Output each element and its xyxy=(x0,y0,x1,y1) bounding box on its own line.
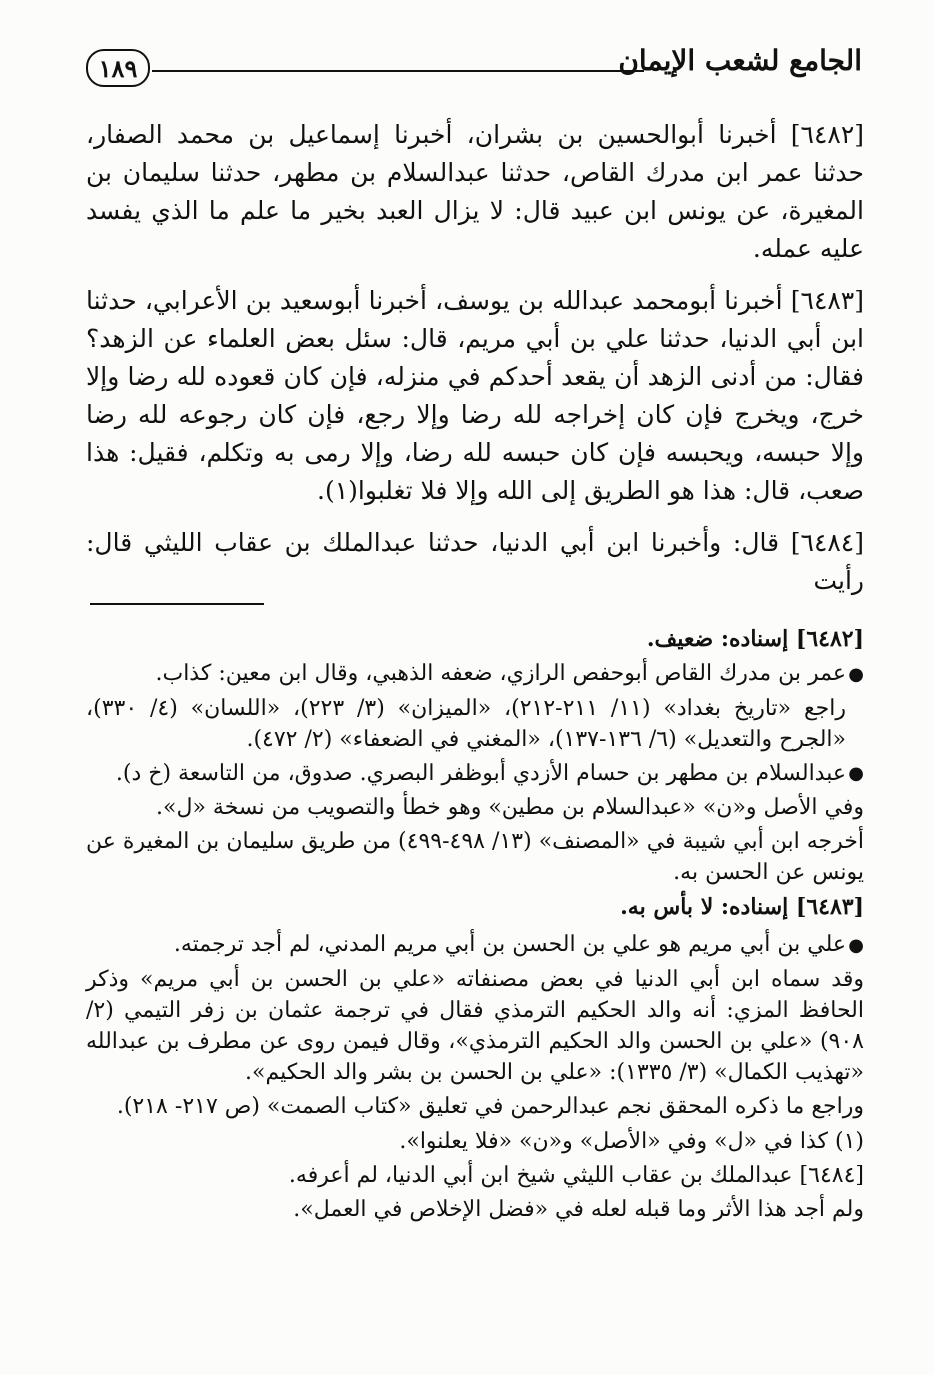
bullet-icon: ● xyxy=(848,934,864,956)
footnote-separator xyxy=(90,603,264,605)
footnote-6482-bullet-2-text: عبدالسلام بن مطهر بن حسام الأزدي أبوظفر البصري. صدوق، من التاسعة (خ د). xyxy=(115,760,846,786)
header-title: الجامع لشعب الإيمان xyxy=(618,44,862,77)
header-rule xyxy=(152,70,644,72)
paragraph-6483: [٦٤٨٣] أخبرنا أبومحمد عبدالله بن يوسف، أخبرنا أبوسعيد بن الأعرابي، حدثنا ابن أبي الدنيا، حدثنا علي بن أبي مريم، قال: سئل بعض العلماء عن الزهد؟ فقال: من أدنى الزهد أن يقعد أحدكم في منزله، فإن كان قعوده لله رضا وإلا خرج، ويخرج فإن كان إخراجه لله رضا وإلا رجع، فإن كان رجوعه لله رضا وإلا حبسه، ويحبسه فإن كان حبسه لله رضا، وإلا رمى به وتكلم، فقيل: هذا صعب، قال: هذا هو الطريق إلى الله وإلا فلا تغلبوا(١). xyxy=(86,286,864,505)
main-text xyxy=(86,116,864,614)
footnote-6482-bullet-1 xyxy=(86,658,864,690)
bullet-icon: ● xyxy=(848,763,864,784)
page-number: ١٨٩ xyxy=(86,49,150,87)
paragraph-6482: [٦٤٨٢] أخبرنا أبوالحسين بن بشران، أخبرنا إسماعيل بن محمد الصفار، حدثنا عمر ابن مدرك القاص، حدثنا عبدالسلام بن مطهر، حدثنا سليمان بن المغيرة، عن يونس ابن عبيد قال: لا يزال العبد بخير ما علم ما الذي يفسد عليه عمله. xyxy=(86,120,865,263)
footnotes xyxy=(86,620,864,1228)
footnote-6482-bullet-2 xyxy=(86,758,864,790)
paragraph-6484: [٦٤٨٤] قال: وأخبرنا ابن أبي الدنيا، حدثنا عبدالملك بن عقاب الليثي قال: رأيت xyxy=(86,528,864,595)
footnote-6483-bullet-1 xyxy=(86,929,864,961)
footnote-6482-bullet-1-text: عمر بن مدرك القاص أبوحفص الرازي، ضعفه الذهبي، وقال ابن معين: كذاب. xyxy=(155,661,846,686)
footnote-6484-text: ولم أجد هذا الأثر وما قبله لعله في «فضل الإخلاص في العمل». xyxy=(293,1196,864,1222)
footnote-6483-bullet-1-text: علي بن أبي مريم هو علي بن الحسن بن أبي مريم المدني، لم أجد ترجمته. xyxy=(173,932,846,957)
footnote-6482-head: [٦٤٨٢] إسناده: ضعيف. xyxy=(646,626,864,652)
footnote-note-1: (١) كذا في «ل» وفي «الأصل» و«ن» «فلا يعلنوا». xyxy=(399,1128,864,1154)
footnote-6482-correction: وفي الأصل و«ن» «عبدالسلام بن مطين» وهو خطأ والتصويب من نسخة «ل». xyxy=(156,795,864,820)
footnote-6483-head: [٦٤٨٣] إسناده: لا بأس به. xyxy=(620,894,864,920)
footnote-6483-text: وقد سماه ابن أبي الدنيا في بعض مصنفاته «علي بن الحسن بن أبي مريم» وذكر الحافظ المزي: أنه والد الحكيم الترمذي فقال في ترجمة عثمان بن زفر التيمي (٢/ ٩٠٨) «علي بن الحسن والد الحكيم الترمذي»، وقال فيمن روى عن مطرف بن عبدالله «تهذيب الكمال» (٣/ ١٣٣٥): «علي بن الحسن بن بشر والد الحكيم». xyxy=(86,966,864,1085)
footnote-6482-takhrij: أخرجه ابن أبي شيبة في «المصنف» (١٣/ ٤٩٨-٤٩٩) من طريق سليمان بن المغيرة عن يونس عن الحسن به. xyxy=(86,829,865,885)
footnote-6482-references: راجع «تاريخ بغداد» (١١/ ٢١١-٢١٢)، «الميزان» (٣/ ٢٢٣)، «اللسان» (٤/ ٣٣٠)، «الجرح والتعديل» (٦/ ١٣٦-١٣٧)، «المغني في الضعفاء» (٢/ ٤٧٢). xyxy=(86,695,847,752)
footnote-6483-reference: وراجع ما ذكره المحقق نجم عبدالرحمن في تعليق «كتاب الصمت» (ص ٢١٧- ٢١٨). xyxy=(116,1093,864,1119)
bullet-icon: ● xyxy=(848,663,864,685)
page-header xyxy=(86,42,862,96)
footnote-6484-head: [٦٤٨٤] عبدالملك بن عقاب الليثي شيخ ابن أبي الدنيا، لم أعرفه. xyxy=(288,1162,864,1188)
